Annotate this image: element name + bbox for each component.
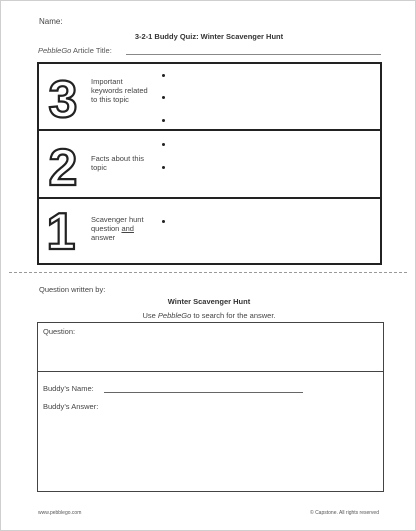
footer-website: www.pebblego.com	[38, 510, 82, 516]
row-3-label: Important keywords related to this topic	[91, 77, 148, 104]
row-1-label-end: answer	[91, 233, 116, 242]
number-two-text: 2	[48, 140, 78, 192]
search-instruction	[1, 311, 416, 320]
number-three-graphic	[43, 72, 83, 124]
row-1-label-start: Scavenger hunt question	[91, 215, 144, 233]
worksheet-title: 3-2-1 Buddy Quiz: Winter Scavenger Hunt	[134, 32, 284, 41]
bullet-point	[162, 166, 165, 169]
buddy-name-label: Buddy’s Name:	[43, 384, 94, 393]
name-label: Name:	[39, 17, 63, 26]
answer-box	[37, 372, 384, 492]
row-1-label-underlined: and	[121, 224, 134, 233]
number-one-graphic	[43, 204, 83, 256]
number-three-text: 3	[48, 72, 78, 124]
bullet-point	[162, 74, 165, 77]
question-box	[37, 322, 384, 372]
bullet-point	[162, 143, 165, 146]
instruction-end: to search for the answer.	[191, 311, 276, 320]
article-brand: PebbleGo	[38, 46, 72, 55]
quiz-row-2	[39, 131, 380, 199]
article-title-line	[126, 54, 381, 55]
question-label: Question:	[43, 327, 76, 336]
instruction-brand: PebbleGo	[157, 311, 192, 320]
article-title-label: Article Title:	[71, 46, 112, 55]
instruction-start: Use	[142, 311, 158, 320]
scavenger-hunt-title: Winter Scavenger Hunt	[167, 297, 251, 306]
buddy-name-line	[104, 392, 303, 393]
question-written-by-label: Question written by:	[39, 285, 106, 294]
number-one-text: 1	[46, 204, 76, 256]
article-title-row	[38, 46, 381, 55]
bullet-point	[162, 119, 165, 122]
dashed-cut-line	[9, 272, 407, 273]
quiz-row-1	[39, 199, 380, 263]
footer-copyright: © Capstone. All rights reserved	[310, 510, 379, 516]
row-1-label	[91, 215, 151, 242]
bullet-point	[162, 96, 165, 99]
quiz-row-3	[39, 64, 380, 131]
bullet-point	[162, 220, 165, 223]
row-2-label: Facts about this topic	[91, 154, 144, 172]
buddy-answer-label: Buddy’s Answer:	[43, 402, 99, 411]
number-two-graphic	[43, 140, 83, 192]
quiz-table	[37, 62, 382, 265]
